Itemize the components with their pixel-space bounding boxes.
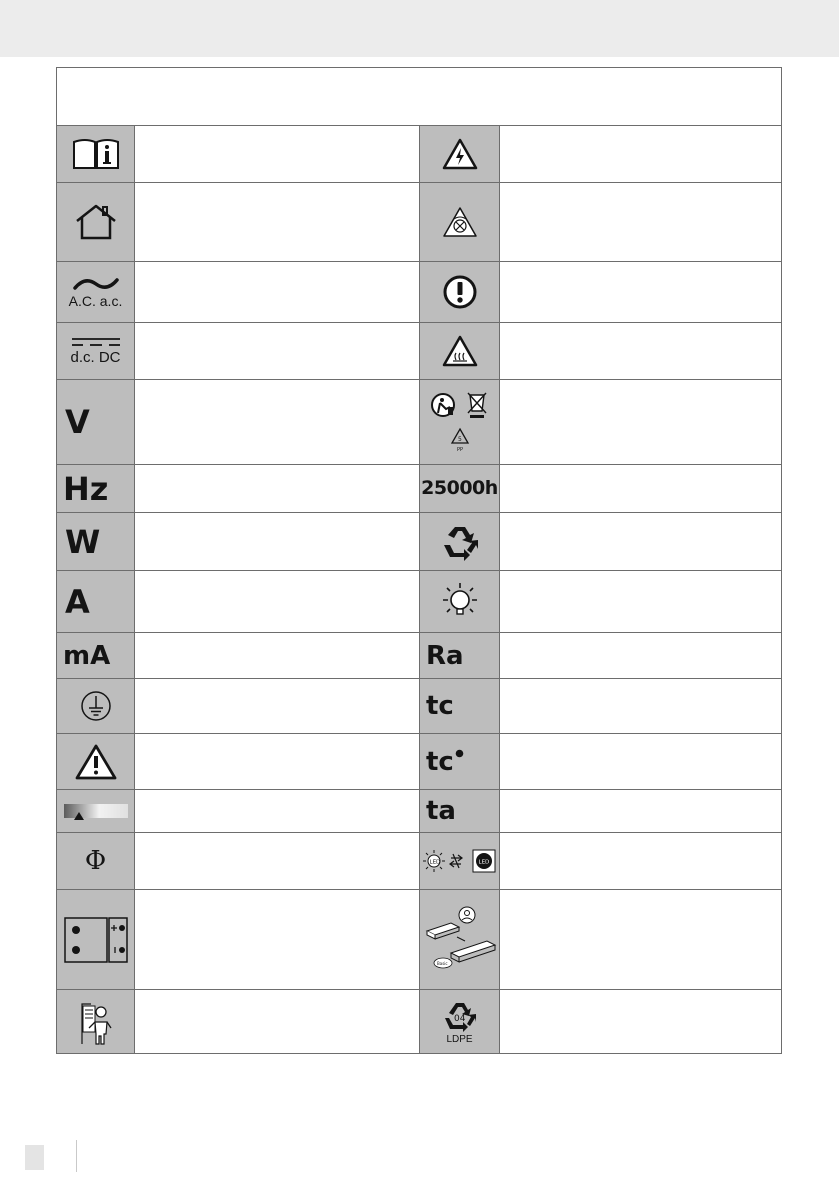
table-row xyxy=(57,262,781,323)
icon-cell xyxy=(420,890,500,989)
svg-text:LED: LED xyxy=(478,859,489,866)
row-description-right xyxy=(500,833,781,889)
row-description-left xyxy=(135,990,420,1053)
row-description-left xyxy=(135,833,420,889)
color-rendering-symbol: Ra xyxy=(426,640,464,671)
table-row xyxy=(57,679,781,734)
icon-cell xyxy=(57,679,135,733)
caution-warning-icon xyxy=(75,744,117,780)
row-description-left xyxy=(135,126,420,182)
row-description-left xyxy=(135,323,420,379)
svg-text:PP: PP xyxy=(456,447,463,453)
page-number-badge xyxy=(25,1145,44,1170)
table-row xyxy=(57,380,781,465)
row-description-left xyxy=(135,633,420,678)
table-header xyxy=(57,68,781,126)
svg-text:Basic: Basic xyxy=(436,960,448,966)
icon-cell xyxy=(57,126,135,182)
row-description-left xyxy=(135,465,420,512)
icon-cell xyxy=(420,465,500,512)
ampere-symbol: A xyxy=(65,582,90,621)
row-description-left xyxy=(135,679,420,733)
led-not-replaceable-icon xyxy=(421,848,499,874)
row-description-left xyxy=(135,890,420,989)
ac-label: A.C. a.c. xyxy=(68,292,123,309)
hertz-symbol: Hz xyxy=(63,469,109,508)
electric-shock-warning-icon xyxy=(442,138,478,170)
tc-symbol: tc xyxy=(426,691,454,721)
watt-symbol: W xyxy=(65,522,101,561)
table-row xyxy=(57,790,781,833)
table-row xyxy=(57,126,781,183)
protective-earth-icon xyxy=(79,689,113,723)
icon-cell xyxy=(420,380,500,464)
icon-cell xyxy=(57,513,135,570)
icon-cell xyxy=(420,990,500,1053)
row-description-right xyxy=(500,990,781,1053)
icon-cell xyxy=(420,323,500,379)
icon-cell xyxy=(420,183,500,261)
degree-dot-icon xyxy=(455,749,464,758)
table-row xyxy=(57,734,781,790)
volt-symbol: V xyxy=(65,403,90,441)
top-band xyxy=(0,0,839,57)
row-description-right xyxy=(500,262,781,322)
svg-text:LED: LED xyxy=(429,859,440,866)
battery-polarity-icon xyxy=(63,916,129,964)
icon-cell xyxy=(420,633,500,678)
table-row xyxy=(57,833,781,890)
icon-cell xyxy=(420,513,500,570)
icon-cell xyxy=(57,790,135,832)
row-description-right xyxy=(500,679,781,733)
ta-symbol: ta xyxy=(426,796,456,826)
row-description-left xyxy=(135,790,420,832)
icon-cell xyxy=(420,734,500,789)
ldpe-label: LDPE xyxy=(446,1034,473,1045)
row-description-right xyxy=(500,323,781,379)
icon-cell xyxy=(57,380,135,464)
icon-cell xyxy=(57,833,135,889)
ldpe-recycling-icon xyxy=(439,998,481,1045)
icon-cell xyxy=(420,790,500,832)
direct-current-icon xyxy=(70,336,122,366)
alternating-current-icon xyxy=(69,276,123,309)
row-description-left xyxy=(135,734,420,789)
read-instructions-icon xyxy=(71,136,121,172)
row-description-left xyxy=(135,513,420,570)
row-description-right xyxy=(500,126,781,182)
table-row xyxy=(57,323,781,380)
row-description-right xyxy=(500,790,781,832)
icon-cell xyxy=(57,262,135,322)
icon-cell xyxy=(57,465,135,512)
row-description-right xyxy=(500,183,781,261)
row-description-right xyxy=(500,633,781,678)
table-row xyxy=(57,571,781,633)
icon-cell xyxy=(57,990,135,1053)
child-safety-icon xyxy=(79,998,113,1046)
row-description-right xyxy=(500,734,781,789)
table-row xyxy=(57,890,781,990)
row-description-left xyxy=(135,183,420,261)
icon-cell xyxy=(420,679,500,733)
table-row xyxy=(57,183,781,262)
icon-cell xyxy=(420,833,500,889)
driver-replacement-icon xyxy=(421,905,499,975)
table-row xyxy=(57,990,781,1053)
icon-cell xyxy=(420,126,500,182)
icon-cell xyxy=(57,890,135,989)
row-description-left xyxy=(135,571,420,632)
row-description-right xyxy=(500,465,781,512)
icon-cell xyxy=(57,633,135,678)
luminous-flux-symbol: Φ xyxy=(84,846,107,876)
indoor-use-only-icon xyxy=(74,203,118,241)
recycle-icon xyxy=(440,523,480,561)
disposal-recycling-icon xyxy=(428,391,492,453)
tc-degree-label: tc xyxy=(426,746,454,777)
milliampere-symbol: mA xyxy=(63,640,111,671)
table-row xyxy=(57,513,781,571)
lifetime-hours-symbol: 25000h xyxy=(421,477,498,499)
table-row xyxy=(57,465,781,513)
icon-cell xyxy=(57,571,135,632)
row-description-right xyxy=(500,513,781,570)
do-not-look-into-light-icon xyxy=(442,206,478,238)
icon-cell xyxy=(420,571,500,632)
light-bulb-icon xyxy=(438,580,482,624)
ldpe-code: 04 xyxy=(453,1014,465,1024)
row-description-right xyxy=(500,380,781,464)
symbols-table xyxy=(56,67,782,1054)
icon-cell xyxy=(57,323,135,379)
icon-cell xyxy=(57,183,135,261)
row-description-right xyxy=(500,890,781,989)
hot-surface-warning-icon xyxy=(442,335,478,367)
icon-cell xyxy=(57,734,135,789)
page-divider xyxy=(76,1140,77,1172)
table-row xyxy=(57,633,781,679)
svg-text:5: 5 xyxy=(457,436,462,443)
icon-cell xyxy=(420,262,500,322)
attention-icon xyxy=(442,274,478,310)
tc-degree-symbol xyxy=(426,746,464,777)
row-description-right xyxy=(500,571,781,632)
row-description-left xyxy=(135,262,420,322)
dc-label: d.c. DC xyxy=(70,349,121,366)
row-description-left xyxy=(135,380,420,464)
energy-class-gradient-icon xyxy=(64,800,128,822)
